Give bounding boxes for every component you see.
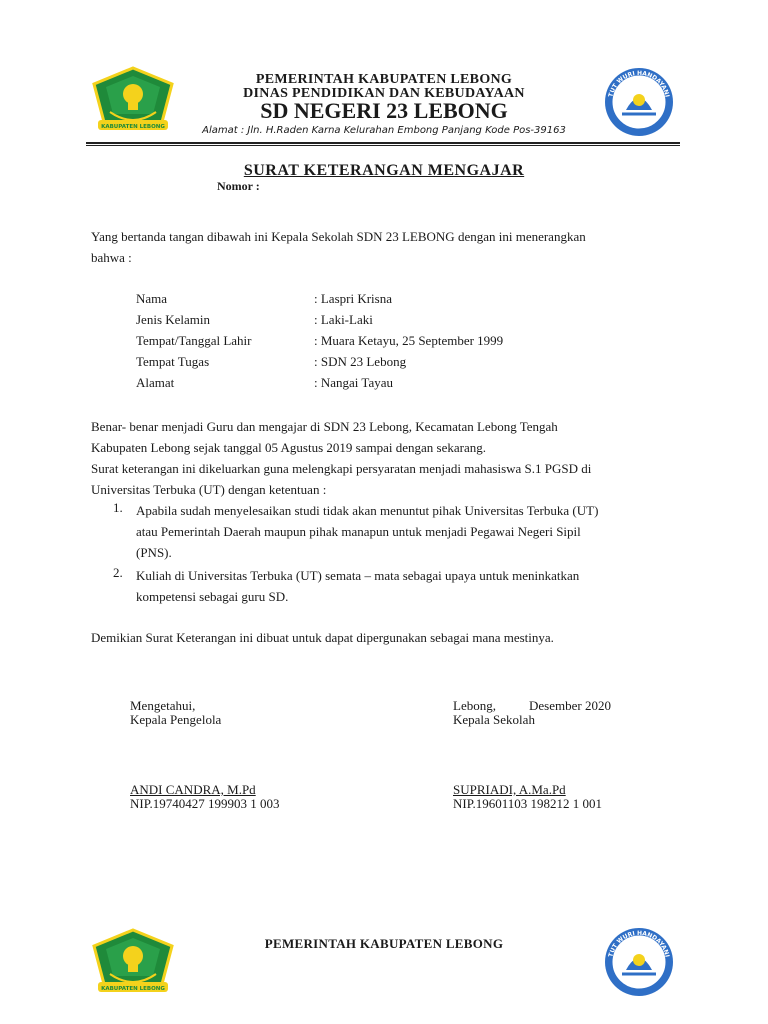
condition-1-line-1: Apabila sudah menyelesaikan studi tidak akan menuntut pihak Universitas Terbuka (UT) [136,503,599,518]
condition-2-line-1: Kuliah di Universitas Terbuka (UT) semata – mata sebagai upaya untuk meninkatkan [136,568,580,583]
field-value-nama: : Laspri Krisna [314,291,392,306]
field-value-jenis-kelamin: : Laki-Laki [314,312,373,327]
condition-1-line-2: atau Pemerintah Daerah maupun pihak manapun untuk menjadi Pegawai Negeri Sipil [136,524,581,539]
field-value-ttl: : Muara Ketayu, 25 September 1999 [314,333,504,348]
footer-header-line-1: PEMERINTAH KABUPATEN LEBONG [264,936,504,951]
tut-wuri-handayani-icon [596,66,682,138]
body-line-4: Universitas Terbuka (UT) dengan ketentuan : [91,482,327,497]
header-rule-thin [86,145,680,146]
intro-line-1: Yang bertanda tangan dibawah ini Kepala Sekolah SDN 23 LEBONG dengan ini menerangkan [91,229,586,244]
sig-left-nip: NIP.19740427 199903 1 003 [130,796,280,811]
sig-left-line-2: Kepala Pengelola [130,712,222,727]
header-line-2: DINAS PENDIDIKAN DAN KEBUDAYAAN [243,86,525,101]
field-label-jenis-kelamin: Jenis Kelamin [136,312,211,327]
svg-text:KABUPATEN LEBONG: KABUPATEN LEBONG [101,986,165,992]
footer-tut-wuri-handayani-icon [596,926,682,998]
condition-1-line-3: (PNS). [136,545,172,560]
header-line-1: PEMERINTAH KABUPATEN LEBONG [255,72,513,87]
sig-right-name: SUPRIADI, A.Ma.Pd [453,782,566,797]
field-label-nama: Nama [136,291,168,306]
field-label-tempat-tugas: Tempat Tugas [136,354,210,369]
sig-right-nip: NIP.19601103 198212 1 001 [453,796,603,811]
sig-right-line-2: Kepala Sekolah [453,712,535,727]
body-line-3: Surat keterangan ini dikeluarkan guna melengkapi persyaratan menjadi mahasiswa S.1 PGSD di [91,461,592,476]
closing-statement: Demikian Surat Keterangan ini dibuat untuk dapat dipergunakan sebagai mana mestinya. [91,630,554,645]
field-label-ttl: Tempat/Tanggal Lahir [136,333,252,348]
sig-right-date: Desember 2020 [529,698,611,713]
body-line-1: Benar- benar menjadi Guru dan mengajar di SDN 23 Lebong, Kecamatan Lebong Tengah [91,419,558,434]
svg-text:KABUPATEN LEBONG: KABUPATEN LEBONG [101,124,165,130]
header-rule-thick [86,142,680,144]
school-name: SD NEGERI 23 LEBONG [260,98,508,123]
intro-line-2: bahwa : [91,250,132,265]
field-label-alamat: Alamat [136,375,175,390]
letter-number: Nomor : [217,179,260,193]
letterhead [0,0,768,150]
field-value-tempat-tugas: : SDN 23 Lebong [314,354,407,369]
school-address: Alamat : Jln. H.Raden Karna Kelurahan Embong Panjang Kode Pos-39163 [202,125,566,136]
field-value-alamat: : Nangai Tayau [314,375,393,390]
condition-number-2: 2. [113,565,123,580]
condition-2-line-2: kompetensi sebagai guru SD. [136,589,289,604]
letter-title: SURAT KETERANGAN MENGAJAR [243,162,525,179]
body-line-2: Kabupaten Lebong sejak tanggal 05 Agustus 2019 sampai dengan sekarang. [91,440,486,455]
condition-number-1: 1. [113,500,123,515]
sig-left-line-1: Mengetahui, [130,698,196,713]
svg-text:TUT WURI HANDAYANI: TUT WURI HANDAYANI [607,69,671,98]
svg-text:TUT WURI HANDAYANI: TUT WURI HANDAYANI [607,929,671,958]
sig-left-name: ANDI CANDRA, M.Pd [130,782,256,797]
sig-right-place: Lebong, [453,698,496,713]
